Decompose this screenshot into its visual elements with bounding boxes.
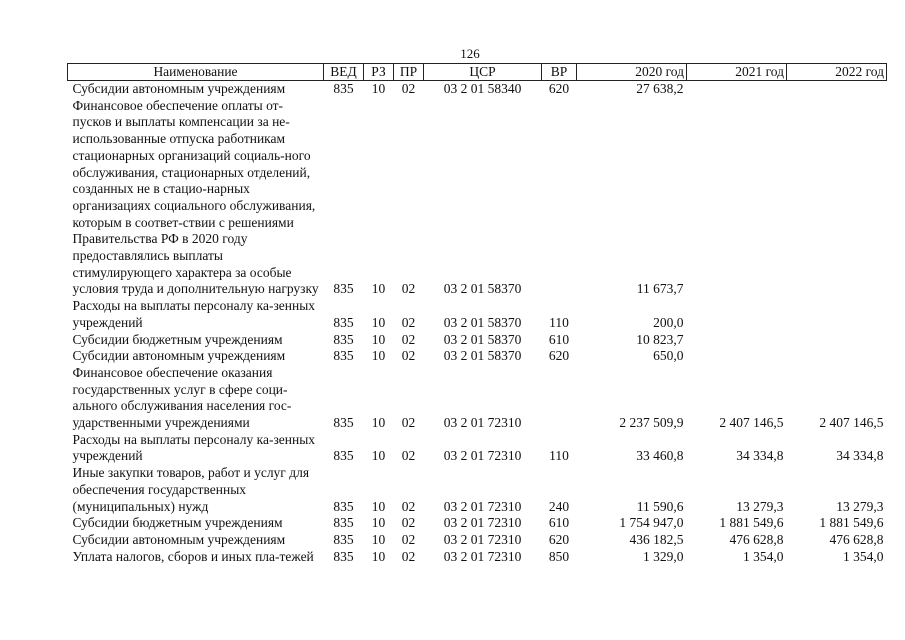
cell-vr: 110 <box>549 314 569 330</box>
budget-table <box>67 63 887 565</box>
cell-2020: 11 590,6 <box>636 498 684 514</box>
cell-ved: 835 <box>333 498 354 514</box>
table-body <box>68 81 887 566</box>
cell-2020: 33 460,8 <box>636 448 684 464</box>
cell-2021: 13 279,3 <box>736 498 784 514</box>
cell-name: Субсидии автономным учреждениям <box>72 531 286 547</box>
cell-pr: 02 <box>401 81 416 96</box>
cell-name: Уплата налогов, сборов и иных пла-тежей <box>72 548 314 564</box>
cell-name: Субсидии автономным учреждениям <box>72 81 286 96</box>
cell-2022 <box>787 348 887 365</box>
cell-2020: 650,0 <box>653 348 684 364</box>
cell-2022 <box>787 98 887 298</box>
cell-ved: 835 <box>333 331 354 347</box>
cell-csr: 03 2 01 58370 <box>443 331 522 347</box>
cell-2021: 1 881 549,6 <box>719 515 784 531</box>
cell-rz: 10 <box>371 548 386 564</box>
cell-name: Субсидии автономным учреждениям <box>72 348 286 364</box>
cell-2020: 2 237 509,9 <box>619 415 684 431</box>
header-2022: 2022 год <box>787 64 887 81</box>
cell-2020: 200,0 <box>653 314 684 330</box>
cell-csr: 03 2 01 72310 <box>443 548 522 564</box>
cell-2021 <box>687 332 787 349</box>
cell-name: Финансовое обеспечение оплаты от-пусков и выплаты компенсации за не-использованные отпуска работникам стационарных организаций социаль-ного обслуживания, стационарных отделений, созданных не в стацио-нарных организациях социального обслуживания, которым в соответ-ствии с решениями Правительства РФ в 2020 году предоставлялись выплаты стимулирующего характера за особые условия труда и дополнительную нагрузку <box>72 97 319 297</box>
cell-2020: 10 823,7 <box>636 331 684 347</box>
cell-name: Расходы на выплаты персоналу ка-зенных учреждений <box>72 431 316 464</box>
cell-ved: 835 <box>333 314 354 330</box>
cell-2022: 34 334,8 <box>836 448 884 464</box>
table-row <box>68 549 887 566</box>
cell-pr: 02 <box>401 331 416 347</box>
cell-ved: 835 <box>333 448 354 464</box>
cell-rz: 10 <box>371 498 386 514</box>
cell-ved: 835 <box>333 281 354 297</box>
header-2020: 2020 год <box>577 64 687 81</box>
table-row <box>68 298 887 331</box>
page-number: 126 <box>460 46 480 61</box>
cell-vr: 610 <box>548 331 570 347</box>
cell-name: Субсидии бюджетным учреждениям <box>72 515 283 531</box>
cell-csr: 03 2 01 72310 <box>443 515 522 531</box>
table-row <box>68 532 887 549</box>
cell-rz: 10 <box>371 531 386 547</box>
cell-2022: 1 881 549,6 <box>819 515 884 531</box>
cell-pr: 02 <box>401 515 416 531</box>
cell-vr: 620 <box>548 348 570 364</box>
cell-2021: 1 354,0 <box>743 548 784 564</box>
table-row <box>68 332 887 349</box>
header-csr: ЦСР <box>424 64 542 81</box>
cell-name: Иные закупки товаров, работ и услуг для обеспечения государственных (муниципальных) нужд <box>72 465 310 514</box>
cell-name: Субсидии бюджетным учреждениям <box>72 331 283 347</box>
header-ved: ВЕД <box>324 64 364 81</box>
cell-2022 <box>787 332 887 349</box>
cell-pr: 02 <box>401 531 416 547</box>
cell-pr: 02 <box>401 415 416 431</box>
cell-rz: 10 <box>371 515 386 531</box>
cell-2021 <box>687 348 787 365</box>
cell-vr: 110 <box>549 448 569 464</box>
cell-2021 <box>687 81 787 98</box>
header-rz: РЗ <box>364 64 394 81</box>
cell-2022: 13 279,3 <box>836 498 884 514</box>
cell-2022 <box>787 298 887 331</box>
cell-rz: 10 <box>371 331 386 347</box>
cell-2021: 34 334,8 <box>736 448 784 464</box>
cell-ved: 835 <box>333 531 354 547</box>
cell-pr: 02 <box>401 348 416 364</box>
cell-csr: 03 2 01 58370 <box>443 281 522 297</box>
cell-ved: 835 <box>333 348 354 364</box>
cell-rz: 10 <box>371 348 386 364</box>
cell-pr: 02 <box>401 548 416 564</box>
cell-vr: 620 <box>548 81 570 96</box>
cell-csr: 03 2 01 58370 <box>443 314 522 330</box>
cell-csr: 03 2 01 72310 <box>443 415 522 431</box>
cell-2020: 27 638,2 <box>636 81 684 96</box>
cell-vr <box>542 98 577 298</box>
cell-ved: 835 <box>333 415 354 431</box>
header-pr: ПР <box>394 64 424 81</box>
cell-2020: 11 673,7 <box>636 281 684 297</box>
cell-2021: 476 628,8 <box>729 531 784 547</box>
cell-ved: 835 <box>333 548 354 564</box>
cell-rz: 10 <box>371 415 386 431</box>
cell-2021 <box>687 98 787 298</box>
cell-rz: 10 <box>371 281 386 297</box>
cell-vr: 610 <box>548 515 570 531</box>
cell-2020: 1 754 947,0 <box>619 515 684 531</box>
cell-name: Расходы на выплаты персоналу ка-зенных учреждений <box>72 298 316 330</box>
cell-2022: 1 354,0 <box>843 548 884 564</box>
cell-csr: 03 2 01 72310 <box>443 531 522 547</box>
cell-csr: 03 2 01 58370 <box>443 348 522 364</box>
cell-vr <box>542 365 577 432</box>
cell-rz: 10 <box>371 81 386 96</box>
cell-2021 <box>687 298 787 331</box>
table-row <box>68 98 887 298</box>
cell-pr: 02 <box>401 281 416 297</box>
cell-ved: 835 <box>333 81 354 96</box>
table-row <box>68 365 887 432</box>
cell-name: Финансовое обеспечение оказания государственных услуг в сфере соци-ального обслуживания населения гос-ударственными учреждениями <box>72 364 292 431</box>
table-row <box>68 432 887 465</box>
cell-2020: 1 329,0 <box>643 548 684 564</box>
cell-vr: 620 <box>548 531 570 547</box>
cell-2022: 476 628,8 <box>829 531 884 547</box>
cell-rz: 10 <box>371 314 386 330</box>
header-vr: ВР <box>542 64 577 81</box>
table-row <box>68 515 887 532</box>
cell-2022 <box>787 81 887 98</box>
cell-csr: 03 2 01 58340 <box>443 81 522 96</box>
cell-2022: 2 407 146,5 <box>819 415 884 431</box>
table-header-row <box>68 64 887 81</box>
cell-pr: 02 <box>401 448 416 464</box>
cell-rz: 10 <box>371 448 386 464</box>
cell-2020: 436 182,5 <box>629 531 684 547</box>
table-row <box>68 81 887 98</box>
header-2021: 2021 год <box>687 64 787 81</box>
header-name: Наименование <box>68 64 324 81</box>
cell-vr: 240 <box>548 498 570 514</box>
cell-vr: 850 <box>548 548 570 564</box>
table-row <box>68 465 887 515</box>
cell-2021: 2 407 146,5 <box>719 415 784 431</box>
cell-csr: 03 2 01 72310 <box>443 498 522 514</box>
table-row <box>68 348 887 365</box>
cell-ved: 835 <box>333 515 354 531</box>
cell-pr: 02 <box>401 314 416 330</box>
cell-pr: 02 <box>401 498 416 514</box>
cell-csr: 03 2 01 72310 <box>443 448 522 464</box>
